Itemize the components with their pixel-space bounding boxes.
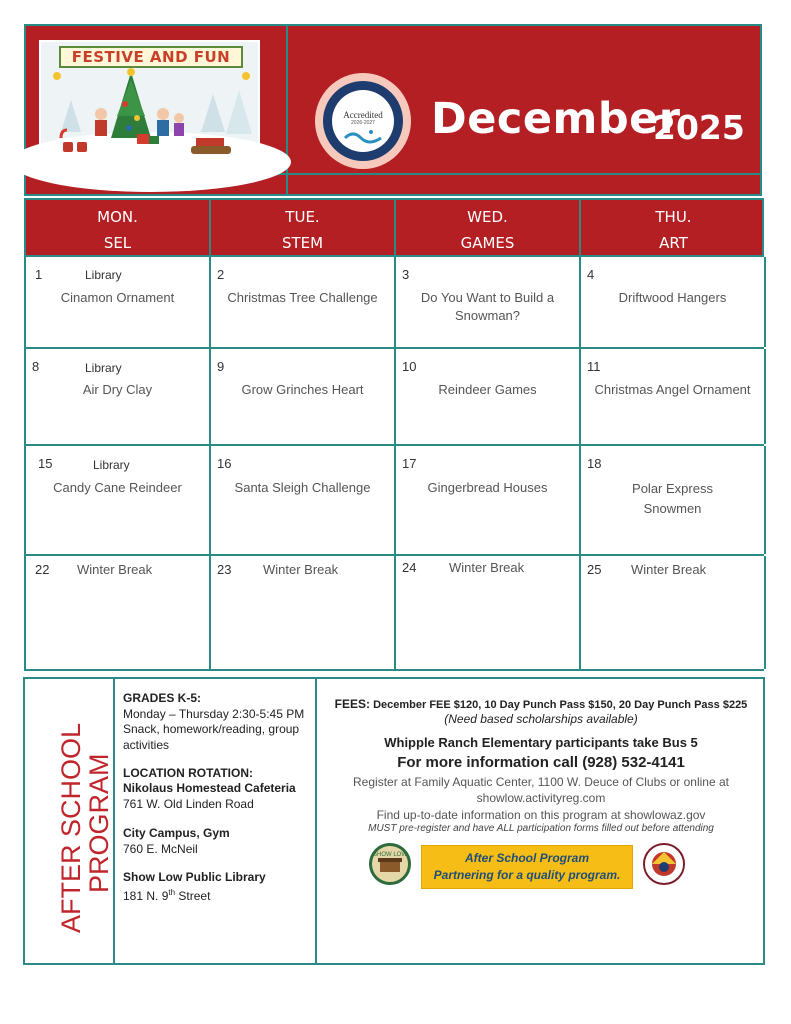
bus-note: Whipple Ranch Elementary participants take Bus 5 (384, 735, 698, 750)
accreditation-seal (315, 73, 411, 169)
day-number: 3 (402, 267, 410, 282)
calendar-header-row (24, 198, 764, 257)
location-label: LOCATION ROTATION: (123, 766, 253, 780)
day-activity: Winter Break (263, 562, 339, 577)
must-note: MUST pre-register and have ALL participation forms filled out before attending (368, 823, 714, 834)
header-day: THU. (655, 208, 692, 226)
calendar-week (24, 349, 764, 446)
winter-scene-illustration (41, 42, 262, 169)
day-activity: Winter Break (449, 560, 525, 575)
calendar-day (396, 349, 581, 444)
calendar-day (581, 349, 766, 444)
festive-illustration (39, 40, 260, 167)
header-wednesday (396, 200, 581, 256)
calendar-day (211, 556, 396, 669)
location-1-name: Nikolaus Homestead Cafeteria (123, 781, 296, 795)
day-activity: Gingerbread Houses (427, 480, 548, 495)
day-activity: Air Dry Clay (82, 382, 153, 397)
day-activity: Winter Break (77, 562, 153, 577)
header-monday (26, 200, 211, 256)
calendar-day (211, 446, 396, 554)
year-title: 2025 (653, 108, 745, 147)
day-number: 1 (35, 267, 43, 282)
calendar-week (24, 446, 764, 556)
header-day: MON. (97, 208, 138, 226)
program-title-line1: AFTER SCHOOL (56, 722, 86, 933)
seal-wave-icon (343, 128, 383, 142)
day-activity: Christmas Angel Ornament (594, 382, 751, 397)
register-info: Register at Family Aquatic Center, 1100 W. Deuce of Clubs or online at (353, 775, 729, 789)
header-thursday (581, 200, 766, 256)
header-tuesday (211, 200, 396, 256)
program-title-line2: PROGRAM (84, 753, 114, 893)
location-1-address: 761 W. Old Linden Road (123, 797, 254, 811)
seal-text: Accredited (343, 110, 383, 120)
calendar-day (26, 349, 211, 444)
fees-line: FEES: December FEE $120, 10 Day Punch Pass $150, 20 Day Punch Pass $225 (334, 697, 748, 711)
day-activity: Polar Express Snowmen (632, 481, 713, 516)
day-number: 18 (587, 456, 602, 471)
location-2-name: City Campus, Gym (123, 826, 230, 840)
calendar-day (396, 556, 581, 669)
header-theme: ART (659, 234, 688, 252)
day-activity: Cinamon Ornament (60, 290, 175, 305)
calendar-grid (24, 198, 764, 671)
location-3-address: 181 N. 9th Street (123, 888, 211, 903)
program-details-column (115, 679, 317, 963)
day-number: 11 (587, 359, 601, 374)
day-tag: Library (85, 361, 122, 375)
day-activity: Christmas Tree Challenge (227, 290, 378, 305)
calendar-day (396, 257, 581, 347)
day-activity: Candy Cane Reindeer (53, 480, 182, 495)
header-theme: GAMES (460, 234, 515, 252)
day-number: 2 (217, 267, 225, 282)
day-number: 17 (402, 456, 417, 471)
calendar-day (396, 446, 581, 554)
header-banner (24, 24, 762, 196)
day-activity: Driftwood Hangers (618, 290, 727, 305)
city-seal-icon (643, 843, 685, 885)
calendar-day (26, 257, 211, 347)
find-info: Find up-to-date information on this program at showlowaz.gov (376, 808, 706, 822)
day-number: 22 (35, 562, 50, 577)
day-number: 16 (217, 456, 232, 471)
grades-label: GRADES K-5: (123, 691, 202, 705)
program-services: Snack, homework/reading, group activities (123, 722, 300, 752)
day-number: 23 (217, 562, 232, 577)
day-tag: Library (85, 268, 122, 282)
festive-title: FESTIVE AND FUN (59, 46, 243, 68)
calendar-week (24, 257, 764, 349)
day-activity: Winter Break (631, 562, 707, 577)
header-day: WED. (467, 208, 508, 226)
day-activity: Santa Sleigh Challenge (234, 480, 371, 495)
calendar-day (581, 257, 766, 347)
calendar-day (581, 556, 766, 669)
program-info (23, 677, 765, 965)
month-title: December (431, 94, 681, 144)
day-activity: Do You Want to Build a Snowman? (420, 290, 555, 323)
day-number: 4 (587, 267, 595, 282)
svg-text:SHOW LOW: SHOW LOW (373, 852, 407, 858)
day-activity: Grow Grinches Heart (241, 382, 364, 397)
day-number: 10 (402, 359, 417, 374)
partner-line1: After School Program (464, 851, 590, 865)
calendar-day (581, 446, 766, 554)
calendar-day (211, 257, 396, 347)
calendar-week (24, 556, 764, 671)
scholarship-note: (Need based scholarships available) (444, 712, 638, 726)
header-theme: SEL (103, 234, 132, 252)
day-number: 9 (217, 359, 225, 374)
location-3-name: Show Low Public Library (123, 870, 266, 884)
day-number: 24 (402, 560, 417, 575)
program-title-column (25, 679, 115, 963)
day-number: 25 (587, 562, 602, 577)
register-url[interactable]: showlow.activityreg.com (476, 791, 606, 805)
day-number: 8 (32, 359, 40, 374)
partner-banner (421, 845, 633, 889)
calendar-day (26, 446, 211, 554)
calendar-day (211, 349, 396, 444)
calendar-day (26, 556, 211, 669)
header-theme: STEM (281, 234, 324, 252)
phone-info: For more information call (928) 532-4141 (397, 754, 685, 771)
day-number: 15 (38, 456, 53, 471)
day-tag: Library (93, 458, 130, 472)
program-hours: Monday – Thursday 2:30-5:45 PM (123, 707, 305, 721)
location-2-address: 760 E. McNeil (123, 842, 198, 856)
partner-line2: Partnering for a quality program. (433, 868, 621, 882)
show-low-logo-icon (369, 843, 411, 885)
fees-column (317, 679, 765, 963)
seal-years: 2026-2027 (351, 120, 375, 126)
header-day: TUE. (285, 208, 320, 226)
day-activity: Reindeer Games (438, 382, 537, 397)
program-title (30, 687, 114, 959)
